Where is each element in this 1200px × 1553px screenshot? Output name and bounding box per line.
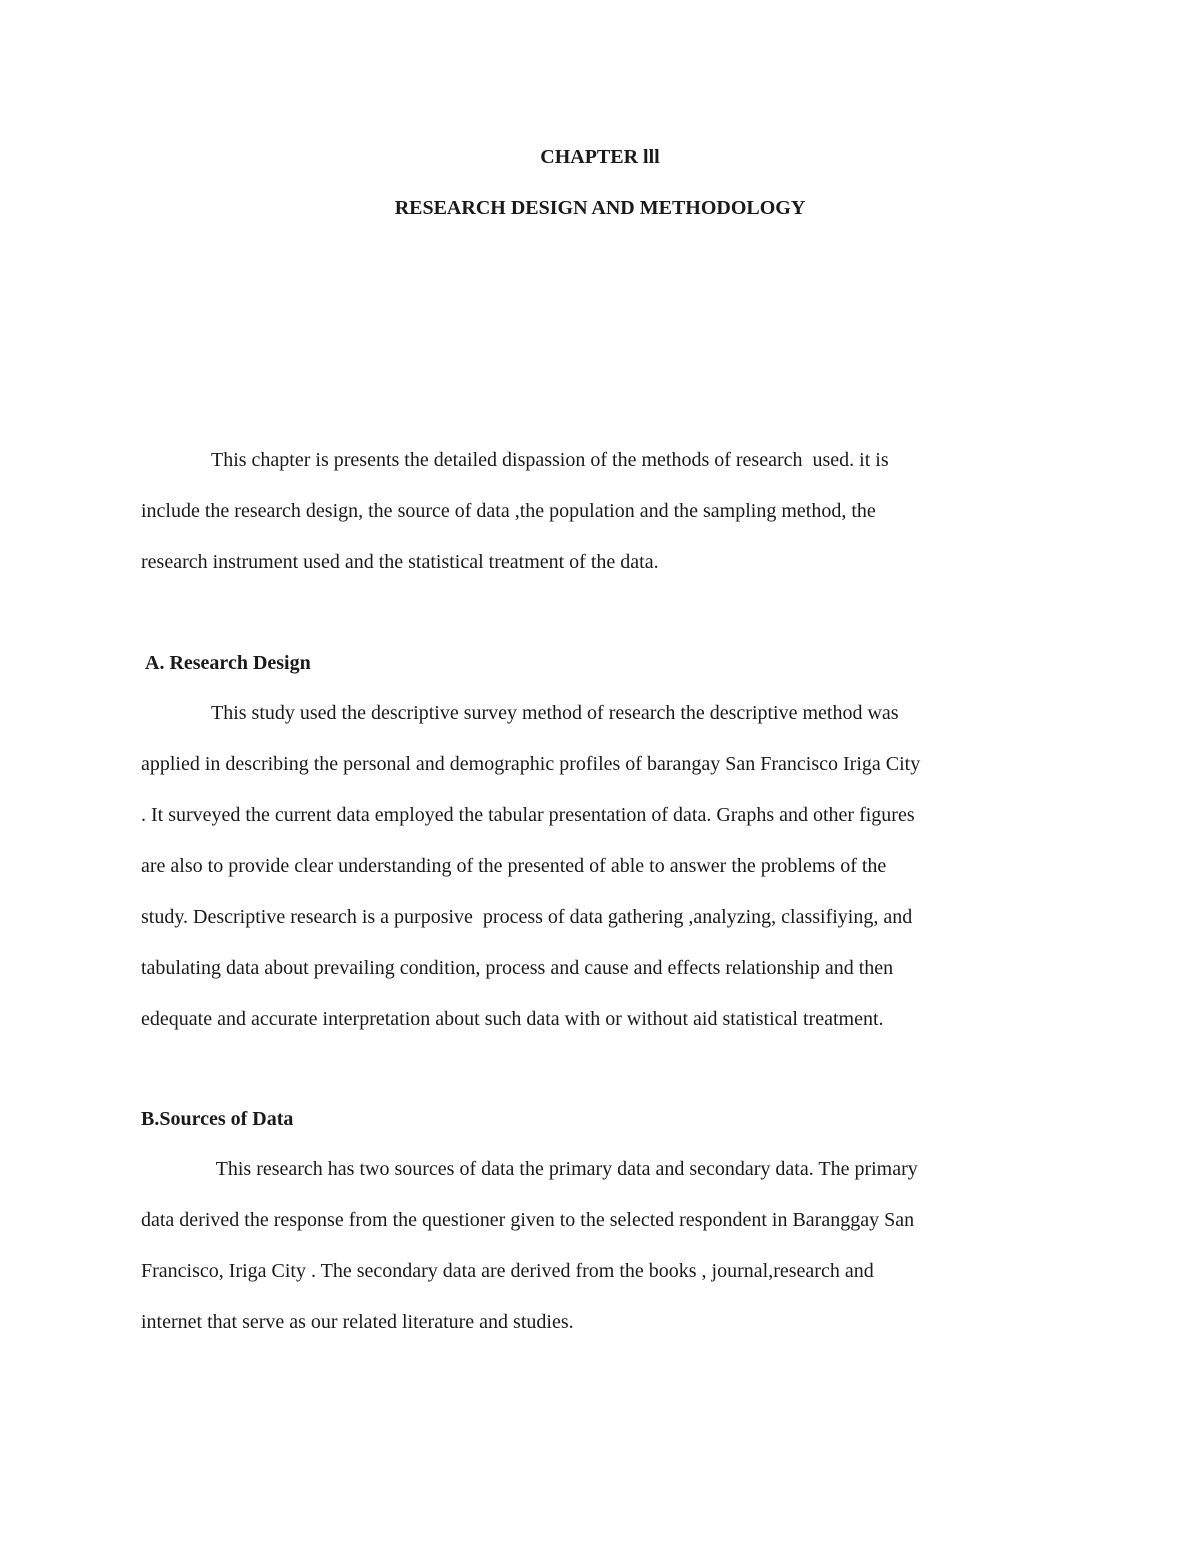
- paragraph-line: This chapter is presents the detailed dispassion of the methods of research used. it is: [211, 449, 889, 471]
- paragraph-line: This study used the descriptive survey method of research the descriptive method was: [211, 702, 899, 724]
- paragraph-line: research instrument used and the statistical treatment of the data.: [141, 551, 659, 573]
- paragraph-line: tabulating data about prevailing condition, process and cause and effects relationship and then: [141, 957, 894, 979]
- paragraph-line: applied in describing the personal and demographic profiles of barangay San Francisco Iriga City: [141, 753, 921, 775]
- section-heading-research-design: A. Research Design: [145, 652, 311, 674]
- intro-paragraph: [141, 435, 1066, 588]
- paragraph-line: . It surveyed the current data employed the tabular presentation of data. Graphs and other figures: [141, 804, 915, 826]
- research-design-paragraph: [141, 688, 1066, 1045]
- paragraph-line: study. Descriptive research is a purposive process of data gathering ,analyzing, classifiying, and: [141, 906, 913, 928]
- chapter-title: RESEARCH DESIGN AND METHODOLOGY: [394, 197, 806, 219]
- paragraph-line: data derived the response from the questioner given to the selected respondent in Baranggay San: [141, 1209, 915, 1231]
- paragraph-line: This research has two sources of data the primary data and secondary data. The primary: [211, 1158, 918, 1180]
- paragraph-line: edequate and accurate interpretation about such data with or without aid statistical treatment.: [141, 1008, 884, 1030]
- paragraph-line: internet that serve as our related literature and studies.: [141, 1311, 574, 1333]
- section-heading-sources-of-data: B.Sources of Data: [141, 1108, 294, 1130]
- paragraph-line: Francisco, Iriga City . The secondary data are derived from the books , journal,research and: [141, 1260, 874, 1282]
- paragraph-line: include the research design, the source of data ,the population and the sampling method, the: [141, 500, 876, 522]
- paragraph-line: are also to provide clear understanding of the presented of able to answer the problems of the: [141, 855, 887, 877]
- sources-of-data-paragraph: [141, 1144, 1066, 1348]
- chapter-number: CHAPTER lll: [540, 146, 660, 168]
